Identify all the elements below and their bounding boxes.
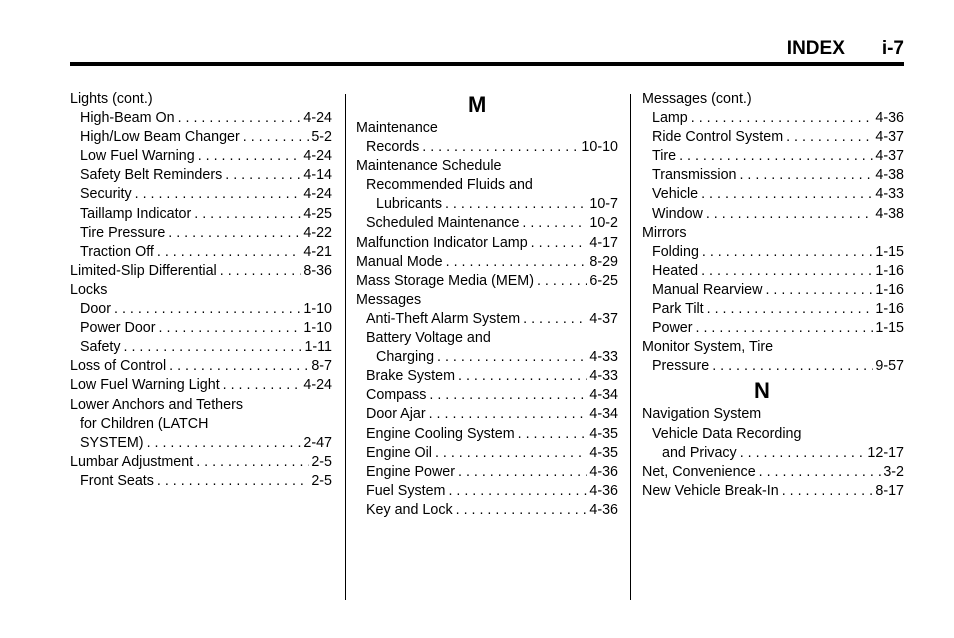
index-entry [70, 166, 332, 185]
index-entry [642, 357, 904, 376]
index-entry [356, 348, 618, 367]
index-entry [356, 386, 618, 405]
index-entry-page: 1-15 [875, 320, 904, 337]
index-entry-page: 9-57 [875, 358, 904, 375]
index-entry [356, 157, 618, 176]
index-entry-page: 1-16 [875, 301, 904, 318]
dot-leader [220, 262, 302, 281]
index-entry-page: 4-24 [303, 148, 332, 165]
index-entry-page: 4-37 [589, 310, 618, 327]
index-entry [642, 205, 904, 224]
index-entry-page: 8-7 [311, 358, 332, 375]
index-entry [356, 291, 618, 310]
index-entry [70, 128, 332, 147]
index-entry [356, 119, 618, 138]
dot-leader [422, 138, 579, 157]
dot-leader [435, 444, 587, 463]
index-entry-text: Records [366, 139, 420, 156]
index-entry-text: Recommended Fluids and [366, 177, 533, 194]
index-entry-text: Power [652, 320, 693, 337]
index-entry-text: High/Low Beam Changer [80, 129, 240, 146]
dot-leader [448, 482, 587, 501]
index-entry-text: SYSTEM) [80, 434, 144, 451]
index-entry [356, 367, 618, 386]
index-entry-text: Key and Lock [366, 501, 453, 518]
index-entry-text: Fuel System [366, 482, 446, 499]
index-entry-page: 2-5 [311, 472, 332, 489]
index-entry-text: Locks [70, 281, 108, 298]
index-column-2 [356, 90, 618, 520]
index-entry-text: Maintenance [356, 120, 438, 136]
index-entry-text: Tire [652, 148, 677, 165]
dot-leader [531, 234, 588, 253]
index-entry-page: 4-37 [875, 148, 904, 165]
dot-leader [446, 253, 588, 272]
index-entry-text: Mass Storage Media (MEM) [356, 272, 534, 289]
page-header-title: INDEX i-7 [786, 38, 904, 59]
index-entry-text: High-Beam On [80, 110, 175, 127]
column-divider-2 [630, 94, 631, 600]
index-entry [642, 444, 904, 463]
index-entry [356, 329, 618, 348]
index-entry [356, 195, 618, 214]
index-entry [70, 415, 332, 434]
index-entry [70, 319, 332, 338]
dot-leader [458, 367, 587, 386]
dot-leader [679, 147, 873, 166]
index-entry [70, 376, 332, 395]
index-entry-text: Manual Rearview [652, 281, 763, 298]
index-entry-page: 1-16 [875, 262, 904, 279]
index-entry-page: 4-35 [589, 425, 618, 442]
index-entry-page: 4-34 [589, 387, 618, 404]
dot-leader [157, 243, 301, 262]
index-entry-page: 10-10 [581, 139, 618, 156]
dot-leader [712, 357, 873, 376]
index-entry-page: 4-24 [303, 377, 332, 394]
index-entry [356, 234, 618, 253]
index-entry [356, 405, 618, 424]
index-entry-text: Low Fuel Warning [80, 148, 195, 165]
index-entry-page: 4-36 [875, 110, 904, 127]
index-entry-text: New Vehicle Break-In [642, 482, 779, 499]
index-entry [356, 425, 618, 444]
index-entry-page: 4-36 [589, 482, 618, 499]
index-entry-text: Charging [376, 349, 435, 366]
index-entry-text: Folding [652, 243, 699, 260]
index-entry-page: 1-11 [304, 339, 332, 356]
index-entry-page: 1-10 [303, 301, 332, 318]
index-entry-page: 4-25 [303, 205, 332, 222]
index-entry-text: Taillamp Indicator [80, 205, 192, 222]
dot-leader [707, 300, 874, 319]
index-entry [70, 300, 332, 319]
index-entry-text: Traction Off [80, 243, 154, 260]
index-entry-page: 10-2 [589, 215, 618, 232]
dot-leader [445, 195, 587, 214]
index-entry-page: 12-17 [867, 444, 904, 461]
index-entry-text: Engine Power [366, 463, 456, 480]
index-entry-text: Security [80, 186, 132, 203]
index-entry-page: 4-38 [875, 167, 904, 184]
index-entry [642, 405, 904, 424]
dot-leader [702, 243, 873, 262]
index-entry-text: and Privacy [662, 444, 737, 461]
index-entry [642, 128, 904, 147]
index-entry-text: Lower Anchors and Tethers [70, 396, 243, 413]
header-rule [70, 62, 904, 66]
index-entry-page: 5-2 [311, 129, 332, 146]
dot-leader [739, 166, 873, 185]
index-entry [356, 272, 618, 291]
page-header [70, 38, 904, 62]
dot-leader [696, 319, 874, 338]
index-entry [70, 434, 332, 453]
index-entry [70, 338, 332, 357]
index-entry [642, 319, 904, 338]
dot-leader [691, 109, 874, 128]
dot-leader [194, 205, 301, 224]
index-entry-text: Monitor System, Tire [642, 339, 774, 356]
index-entry-page: 4-24 [303, 110, 332, 127]
index-entry [356, 482, 618, 501]
index-entry-text: Net, Convenience [642, 463, 756, 480]
dot-leader [458, 463, 587, 482]
dot-leader [157, 472, 309, 491]
index-entry-text: Safety [80, 339, 121, 356]
dot-leader [701, 262, 873, 281]
dot-leader [537, 272, 587, 291]
dot-leader [740, 444, 866, 463]
index-entry-page: 2-47 [303, 434, 332, 451]
index-entry-page: 4-35 [589, 444, 618, 461]
dot-leader [168, 224, 301, 243]
dot-leader [147, 434, 302, 453]
index-entry-text: Vehicle [652, 186, 699, 203]
index-entry [70, 224, 332, 243]
index-entry [356, 214, 618, 233]
index-entry [642, 425, 904, 444]
dot-leader [429, 386, 587, 405]
index-entry-text: Window [652, 205, 703, 222]
index-entry-text: Tire Pressure [80, 224, 166, 241]
dot-leader [706, 205, 874, 224]
index-entry [642, 300, 904, 319]
dot-leader [759, 463, 882, 482]
index-entry-text: Messages [356, 291, 422, 308]
index-entry [356, 138, 618, 157]
index-entry-page: 8-29 [589, 253, 618, 270]
index-entry [356, 253, 618, 272]
index-entry-page: 10-7 [589, 196, 618, 213]
index-entry-text: for Children (LATCH [80, 415, 209, 432]
index-entry-text: Transmission [652, 167, 737, 184]
index-entry-text: Low Fuel Warning Light [70, 377, 220, 394]
index-entry-text: Brake System [366, 368, 455, 385]
index-entry [70, 109, 332, 128]
index-entry-page: 4-21 [303, 243, 332, 260]
index-entry-text: Lumbar Adjustment [70, 453, 194, 470]
index-entry-text: Safety Belt Reminders [80, 167, 223, 184]
dot-leader [223, 376, 302, 395]
index-entry [356, 501, 618, 520]
index-entry [70, 453, 332, 472]
index-entry-text: Heated [652, 262, 699, 279]
dot-leader [518, 425, 588, 444]
dot-leader [196, 453, 309, 472]
dot-leader [243, 128, 310, 147]
index-entry [642, 185, 904, 204]
index-entry-text: Power Door [80, 320, 156, 337]
index-entry-text: Engine Cooling System [366, 425, 515, 442]
index-entry-page: 4-33 [589, 349, 618, 366]
dot-leader [522, 214, 587, 233]
dot-leader [225, 166, 301, 185]
index-entry-text: Door Ajar [366, 406, 426, 423]
dot-leader [159, 319, 302, 338]
index-entry-page: 6-25 [589, 272, 618, 289]
index-entry [70, 90, 332, 109]
index-column-1 [70, 90, 332, 491]
index-entry [642, 109, 904, 128]
index-entry [70, 357, 332, 376]
index-entry [356, 444, 618, 463]
index-column-3 [642, 90, 904, 501]
index-entry-text: Navigation System [642, 406, 762, 423]
index-entry [642, 262, 904, 281]
dot-leader [178, 109, 302, 128]
column-divider-1 [345, 94, 346, 600]
index-entry-text: Battery Voltage and [366, 330, 491, 347]
index-entry-text: Compass [366, 387, 427, 404]
index-entry-text: Lamp [652, 110, 688, 127]
dot-leader [786, 128, 873, 147]
index-entry-text: Loss of Control [70, 358, 167, 375]
index-entry-page: 4-36 [589, 501, 618, 518]
index-entry-page: 4-36 [589, 463, 618, 480]
dot-leader [523, 310, 587, 329]
index-entry [642, 338, 904, 357]
index-entry-page: 4-33 [875, 186, 904, 203]
index-entry [642, 463, 904, 482]
index-entry-page: 4-14 [303, 167, 332, 184]
index-entry-page: 1-16 [875, 281, 904, 298]
index-entry [70, 147, 332, 166]
index-entry [356, 310, 618, 329]
index-entry-page: 8-36 [303, 262, 332, 279]
index-entry [356, 463, 618, 482]
index-entry-text: Front Seats [80, 472, 154, 489]
index-entry-text: Maintenance Schedule [356, 158, 502, 175]
index-entry [642, 224, 904, 243]
index-entry-text: Mirrors [642, 224, 687, 241]
index-entry-text: Engine Oil [366, 444, 432, 461]
index-entry [70, 472, 332, 491]
index-entry [70, 243, 332, 262]
index-entry-page: 8-17 [875, 482, 904, 499]
index-entry-text: Scheduled Maintenance [366, 215, 520, 232]
index-entry [642, 90, 904, 109]
dot-leader [114, 300, 301, 319]
index-entry-text: Malfunction Indicator Lamp [356, 234, 528, 251]
index-entry-page: 4-24 [303, 186, 332, 203]
index-entry-page: 4-22 [303, 224, 332, 241]
index-entry [70, 185, 332, 204]
dot-leader [437, 348, 587, 367]
index-entry-page: 4-17 [589, 234, 618, 251]
index-entry-page: 3-2 [883, 463, 904, 480]
index-entry-text: Anti-Theft Alarm System [366, 310, 521, 327]
index-entry [642, 281, 904, 300]
dot-leader [169, 357, 309, 376]
dot-leader [429, 405, 588, 424]
index-entry-text: Ride Control System [652, 129, 784, 146]
index-entry [642, 243, 904, 262]
index-entry [70, 396, 332, 415]
index-entry [642, 166, 904, 185]
index-entry-text: Limited-Slip Differential [70, 262, 217, 279]
dot-leader [198, 147, 302, 166]
dot-leader [701, 185, 873, 204]
index-entry-text: Park Tilt [652, 301, 704, 318]
index-entry-text: Messages (cont.) [642, 91, 752, 107]
index-entry-text: Vehicle Data Recording [652, 425, 802, 442]
index-entry [70, 205, 332, 224]
index-entry [356, 176, 618, 195]
index-entry-page: 4-34 [589, 406, 618, 423]
index-entry-text: Lights (cont.) [70, 91, 153, 107]
index-entry-page: 1-10 [303, 320, 332, 337]
index-entry-page: 4-37 [875, 129, 904, 146]
index-entry-page: 4-33 [589, 368, 618, 385]
index-entry [70, 262, 332, 281]
section-letter: N [754, 378, 770, 404]
index-entry-text: Lubricants [376, 196, 442, 213]
index-entry-text: Manual Mode [356, 253, 443, 270]
dot-leader [124, 338, 303, 357]
index-entry-text: Pressure [652, 358, 710, 375]
index-entry-text: Door [80, 301, 111, 318]
dot-leader [456, 501, 588, 520]
index-entry [642, 482, 904, 501]
section-letter: M [468, 92, 487, 117]
dot-leader [765, 281, 873, 300]
dot-leader [135, 185, 302, 204]
index-entry [642, 147, 904, 166]
index-entry-page: 4-38 [875, 205, 904, 222]
index-entry [70, 281, 332, 300]
index-entry-page: 2-5 [311, 453, 332, 470]
index-entry-page: 1-15 [875, 243, 904, 260]
dot-leader [782, 482, 874, 501]
